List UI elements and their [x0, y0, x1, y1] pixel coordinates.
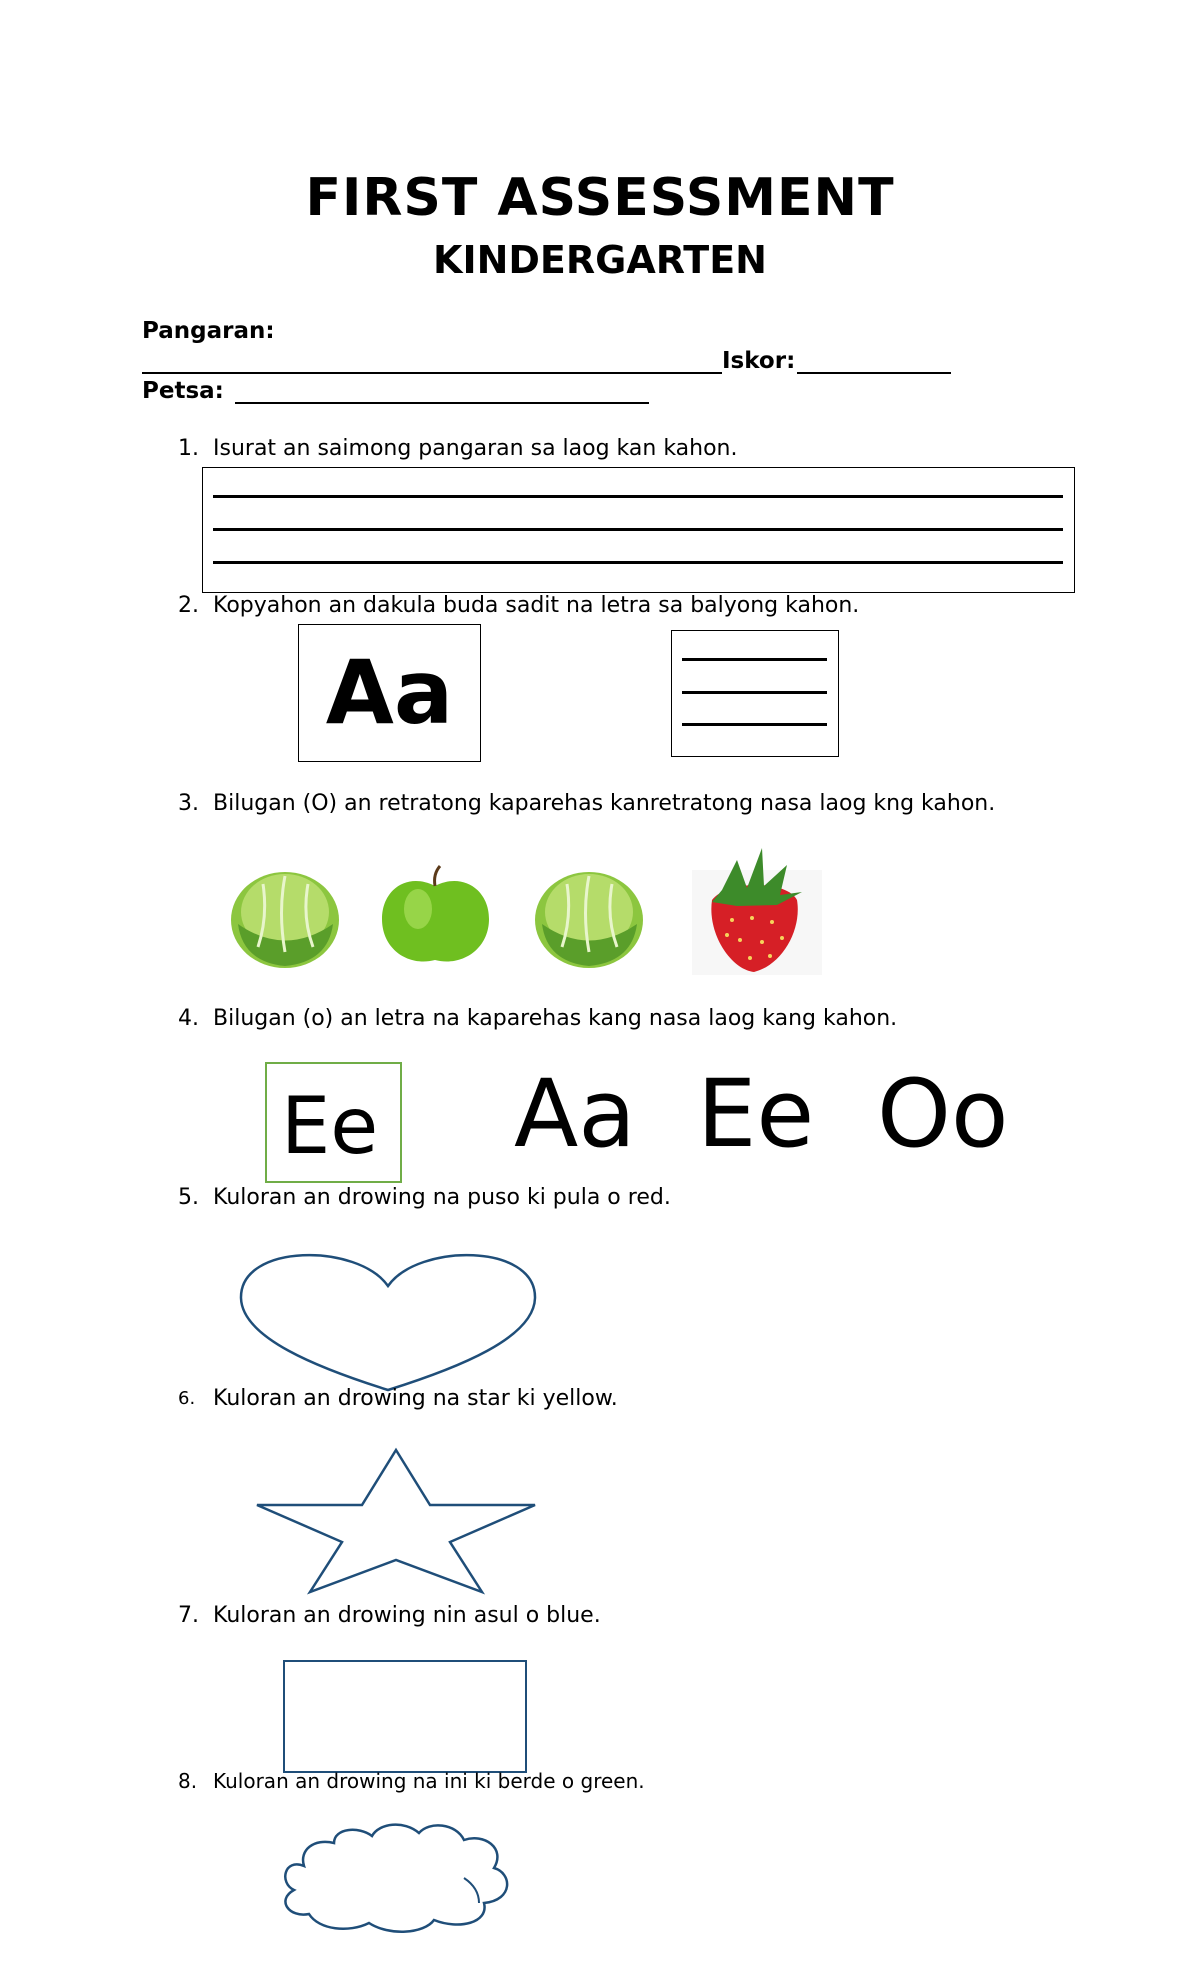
- green-apple-icon[interactable]: [378, 864, 493, 969]
- letter-choice[interactable]: Oo: [877, 1060, 1009, 1169]
- cabbage-icon[interactable]: [532, 862, 647, 972]
- name-label: Pangaran:: [142, 318, 275, 344]
- question-number: 1.: [178, 436, 199, 461]
- writing-line: [213, 495, 1063, 498]
- question-text: Isurat an saimong pangaran sa laog kan kahon.: [213, 436, 738, 461]
- writing-line: [682, 691, 827, 694]
- question-number: 4.: [178, 1006, 199, 1031]
- star-shape[interactable]: [254, 1448, 538, 1594]
- writing-line: [682, 658, 827, 661]
- writing-line: [213, 528, 1063, 531]
- question-number: 8.: [178, 1769, 198, 1793]
- model-letter-box: [265, 1062, 402, 1183]
- strawberry-icon[interactable]: [692, 840, 822, 975]
- rectangle-shape[interactable]: [283, 1660, 527, 1773]
- score-label: Iskor:: [722, 348, 796, 374]
- question-number: 3.: [178, 791, 199, 816]
- question-number: 5.: [178, 1185, 199, 1210]
- question-text: Bilugan (O) an retratong kaparehas kanretratong nasa laog kng kahon.: [213, 791, 996, 816]
- question-number: 7.: [178, 1603, 199, 1628]
- question-text: Kuloran an drowing nin asul o blue.: [213, 1603, 601, 1628]
- model-letter-box: [298, 624, 481, 762]
- date-line[interactable]: [235, 402, 649, 404]
- cabbage-icon[interactable]: [228, 862, 343, 972]
- model-letters: Aa: [325, 641, 454, 744]
- writing-line: [213, 561, 1063, 564]
- model-letters: Ee: [281, 1082, 379, 1172]
- question-number: 6.: [178, 1388, 196, 1409]
- letter-choice[interactable]: Ee: [697, 1060, 815, 1169]
- question-text: Kuloran an drowing na star ki yellow.: [213, 1386, 618, 1411]
- question-text: Bilugan (o) an letra na kaparehas kang nasa laog kang kahon.: [213, 1006, 898, 1031]
- page-subtitle: KINDERGARTEN: [433, 238, 767, 282]
- page-title: FIRST ASSESSMENT: [305, 168, 895, 228]
- question-text: Kuloran an drowing na puso ki pula o red.: [213, 1185, 671, 1210]
- question-text: Kopyahon an dakula buda sadit na letra sa balyong kahon.: [213, 593, 860, 618]
- copy-letter-box[interactable]: [671, 630, 839, 757]
- name-writing-box[interactable]: [202, 467, 1075, 593]
- score-line[interactable]: [797, 372, 951, 374]
- name-line[interactable]: [142, 372, 722, 374]
- question-number: 2.: [178, 593, 199, 618]
- heart-shape[interactable]: [238, 1248, 538, 1393]
- writing-line: [682, 723, 827, 726]
- letter-choice[interactable]: Aa: [514, 1060, 636, 1169]
- question-text: Kuloran an drowing na ini ki berde o green.: [213, 1769, 645, 1793]
- date-label: Petsa:: [142, 378, 224, 404]
- cloud-shape[interactable]: [274, 1818, 519, 1936]
